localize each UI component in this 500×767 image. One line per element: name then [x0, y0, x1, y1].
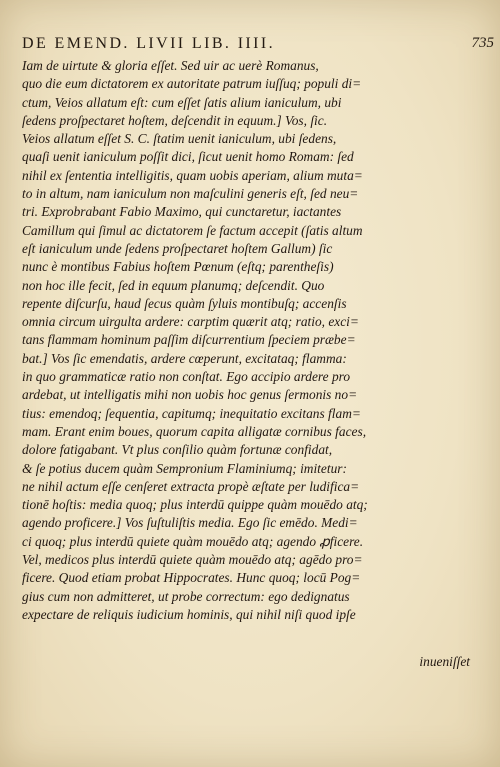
text-line: non hoc ille fecit, ſed in equum planumq; deſcendit. Quo: [22, 277, 325, 293]
text-line: ctum, Veios allatum eſt: cum eſſet ſatis alium ianiculum, ubi: [22, 94, 342, 110]
text-line: agendo proficere.] Vos ſuſtuliſtis media. Ego ſic emēdo. Medi=: [22, 515, 358, 531]
text-line: & ſe potius ducem quàm Sempronium Flaminiumq; imitetur:: [22, 460, 347, 476]
text-line: dolore fatigabant. Vt plus conſilio quàm fortunæ confidat,: [22, 442, 333, 458]
catchword: inueniſſet: [419, 654, 470, 669]
page-header: [22, 35, 494, 57]
text-line: Iam de uirtute & gloria eſſet. Sed uir ac uerè Romanus,: [22, 58, 319, 73]
text-line: tionē hoſtis: media quoq; plus interdū quippe quàm mouēdo atq;: [22, 497, 368, 513]
text-line: ardebat, ut intelligatis mihi non uobis hoc genus ſermonis no=: [22, 387, 358, 403]
text-line: tius: emendoq; ſequentia, capitumq; inequitatio excitans flam=: [22, 405, 361, 421]
text-line: nihil ex ſententia intelligitis, quam uobis aperiam, alium muta=: [22, 167, 363, 183]
body-text: [22, 57, 500, 624]
text-line: ficere. Quod etiam probat Hippocrates. Hunc quoq; locū Pog=: [22, 570, 361, 586]
text-line: ne nihil actum eſſe cenſeret extracta propè æſtate per ludifica=: [22, 478, 360, 494]
text-line: quaſi uenit ianiculum poſſit dici, ſicut uenit homo Romam: ſed: [22, 149, 354, 165]
text-line: Vel, medicos plus interdū quiete quàm mouēdo atq; agēdo pro=: [22, 552, 363, 568]
text-line: tans flammam hominum paſſim diſcurrentium ſpeciem præbe=: [22, 332, 356, 348]
text-line: in quo grammaticæ ratio non conſtat. Ego accipio ardere pro: [22, 369, 351, 385]
text-line: tri. Exprobrabant Fabio Maximo, qui cunctaretur, iactantes: [22, 204, 342, 220]
page-number: 735: [471, 35, 494, 51]
text-line: ci quoq; plus interdū quiete quàm mouēdo atq; agendo ꝓficere.: [22, 533, 364, 549]
text-line: expectare de reliquis iudicium hominis, qui nihil niſi quod ipſe: [22, 606, 356, 622]
text-line: gius cum non admitteret, ut probe correctum: ego dedignatus: [22, 588, 350, 604]
text-line: bat.] Vos ſic emendatis, ardere cœperunt, excitataq; flamma:: [22, 350, 347, 366]
text-line: quo die eum dictatorem ex autoritate patrum iuſſuq; populi di=: [22, 76, 362, 92]
text-line: eſt ianiculum unde ſedens proſpectaret hoſtem Gallum) ſic: [22, 240, 333, 256]
running-head: DE EMEND. LIVII LIB. IIII.: [22, 35, 276, 52]
text-line: to in altum, nam ianiculum non maſculini generis eſt, ſed neu=: [22, 186, 359, 202]
text-line: mam. Erant enim boues, quorum capita alligatæ cornibus faces,: [22, 423, 367, 439]
text-line: Veios allatum eſſet S. C. ſtatim uenit ianiculum, ubi ſedens,: [22, 131, 337, 147]
text-line: Camillum qui ſimul ac dictatorem ſe factum accepit (ſatis altum: [22, 222, 363, 238]
text-line: ſedens proſpectaret hoſtem, deſcendit in equum.] Vos, ſic.: [22, 112, 328, 128]
text-line: omnia circum uirgulta ardere: carptim quærit atq; ratio, exci=: [22, 314, 359, 330]
text-line: nunc è montibus Fabius hoſtem Pœnum (eſtq; parentheſis): [22, 259, 334, 275]
text-line: repente diſcurſu, haud ſecus quàm ſyluis montibuſq; accenſis: [22, 295, 347, 311]
